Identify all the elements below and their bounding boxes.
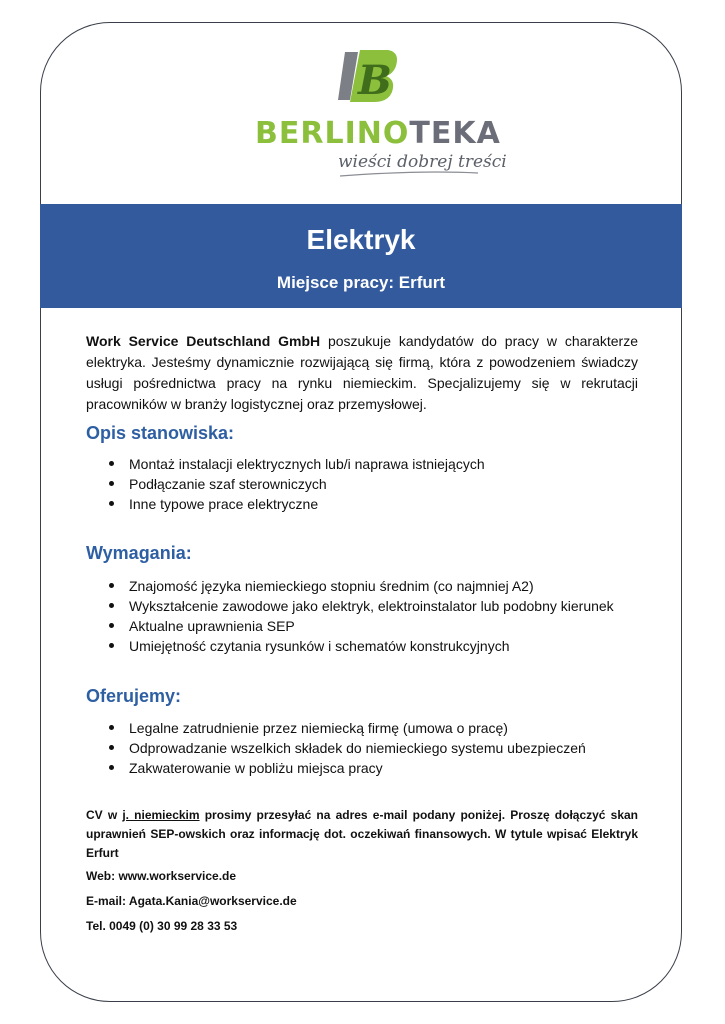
section-heading-oferujemy: Oferujemy: xyxy=(86,686,182,706)
section-heading-opis: Opis stanowiska: xyxy=(86,423,235,443)
logo-letter: B xyxy=(358,57,392,104)
list-opis xyxy=(86,454,646,514)
list-item: Umiejętność czytania rysunków i schematów konstrukcyjnych xyxy=(86,636,646,656)
list-item: Inne typowe prace elektryczne xyxy=(86,494,646,514)
contact-web[interactable]: Web: www.workservice.de xyxy=(86,869,237,883)
list-item: Zakwaterowanie w pobliżu miejsca pracy xyxy=(86,758,646,778)
list-item: Odprowadzanie wszelkich składek do niemieckiego systemu ubezpieczeń xyxy=(86,738,646,758)
brand-tagline: wieści dobrej treści xyxy=(338,152,507,172)
cv-language: j. niemieckim xyxy=(122,808,200,822)
title-banner xyxy=(40,204,682,308)
list-wymagania xyxy=(86,576,646,656)
list-item: Wykształcenie zawodowe jako elektryk, elektroinstalator lub podobny kierunek xyxy=(86,596,646,616)
cv-instructions: CV w j. niemieckim prosimy przesyłać na adres e-mail podany poniżej. Proszę dołączyć skan uprawnień SEP-owskich oraz informację dot. oczekiwań finansowych. W tytule wpisać Elektryk Erfurt xyxy=(86,808,638,860)
list-item: Legalne zatrudnienie przez niemiecką firmę (umowa o pracę) xyxy=(86,718,646,738)
list-item: Aktualne uprawnienia SEP xyxy=(86,616,646,636)
list-item: Montaż instalacji elektrycznych lub/i naprawa istniejących xyxy=(86,454,646,474)
intro-paragraph xyxy=(86,331,638,415)
brand-name: BERLINOTEKA xyxy=(255,116,501,151)
list-item: Znajomość języka niemieckiego stopniu średnim (co najmniej A2) xyxy=(86,576,646,596)
list-item: Podłączanie szaf sterowniczych xyxy=(86,474,646,494)
job-location: Miejsce pracy: Erfurt xyxy=(276,273,446,292)
list-oferujemy xyxy=(86,718,646,778)
intro-text: poszukuje kandydatów do pracy w charakterze elektryka. Jesteśmy dynamicznie rozwijającą się firmą, która z powodzeniem świadczy usługi pośrednictwa pracy na rynku niemieckim. Specjalizujemy się w rekrutacji pracowników w branży logistycznej oraz przemysłowej. xyxy=(86,333,638,412)
company-name: Work Service Deutschland GmbH xyxy=(86,333,321,349)
contact-phone: Tel. 0049 (0) 30 99 28 33 53 xyxy=(86,919,238,933)
section-heading-wymagania: Wymagania: xyxy=(86,543,192,563)
tagline-swoosh xyxy=(300,170,480,178)
contact-email[interactable]: E-mail: Agata.Kania@workservice.de xyxy=(86,894,297,908)
job-title: Elektryk xyxy=(306,224,416,255)
